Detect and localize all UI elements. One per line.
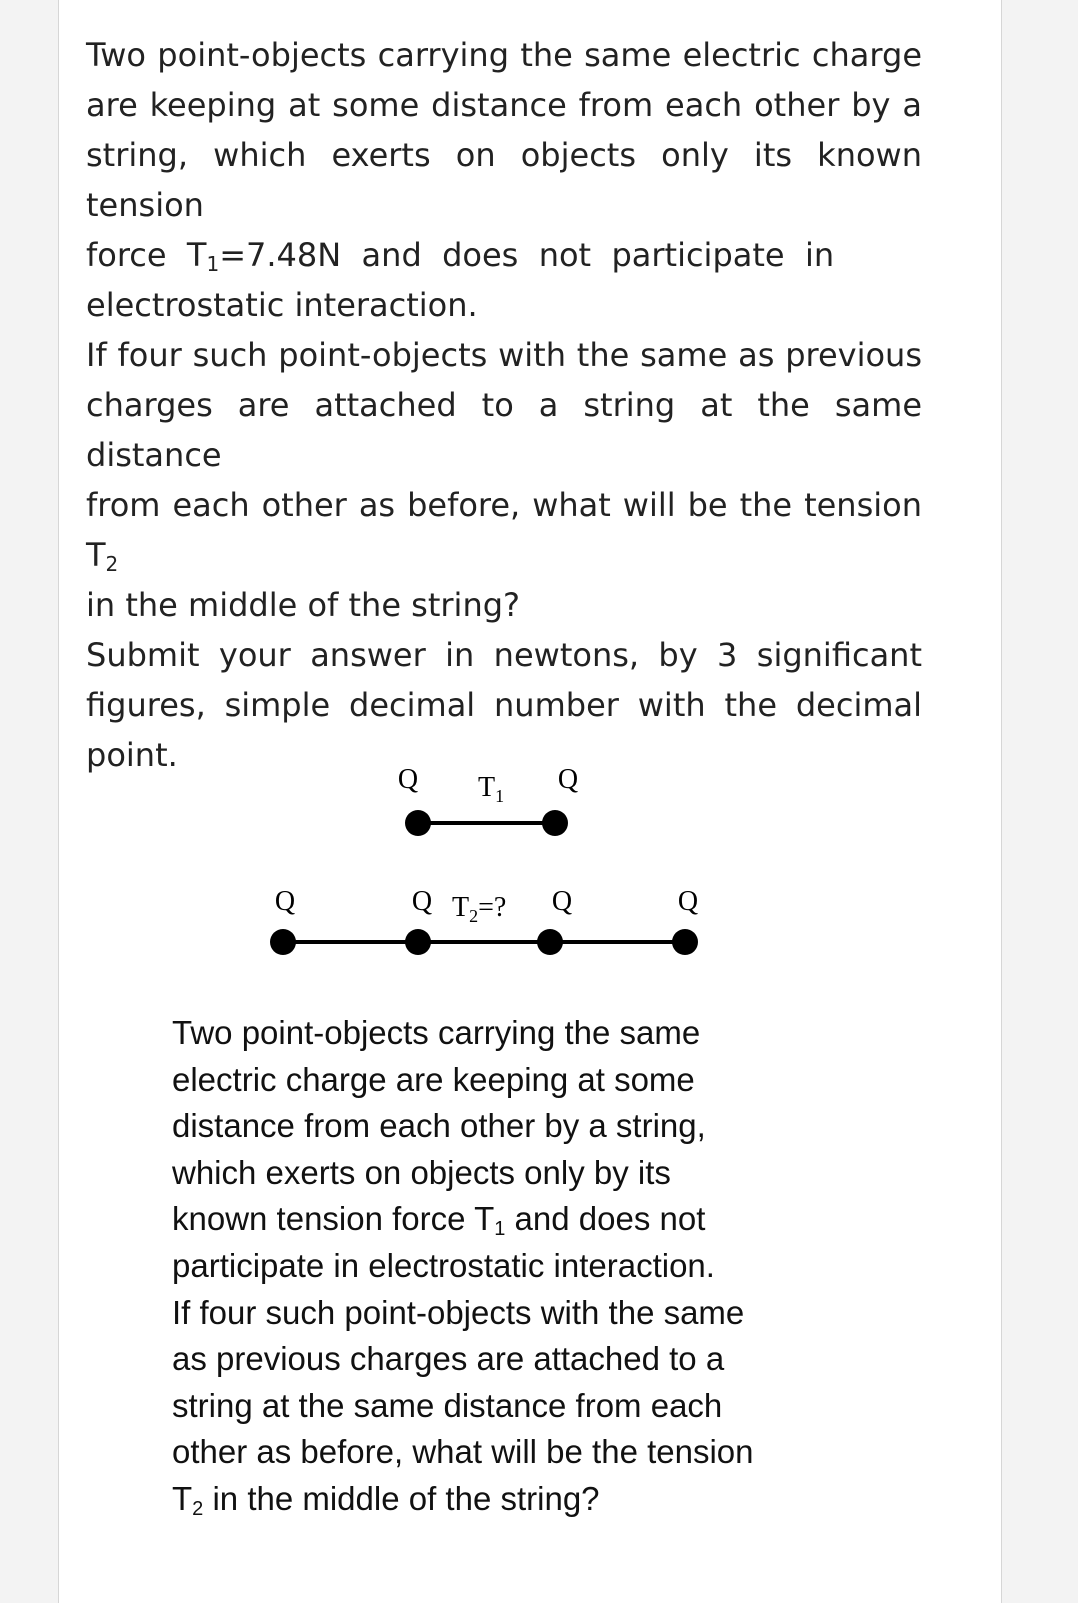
charge-label: Q [411, 886, 433, 917]
charge-label: Q [551, 886, 573, 917]
charge-dot [672, 929, 698, 955]
caption-line: as previous charges are attached to a [172, 1340, 725, 1378]
text-segment: T [172, 1479, 193, 1517]
text-line [86, 230, 922, 280]
charge-dot [537, 929, 563, 955]
t2-subscript: 2 [469, 906, 479, 926]
caption-line: which exerts on objects only by its [172, 1153, 671, 1191]
charge-label: Q [274, 886, 296, 917]
text-segment: and does not [505, 1200, 706, 1238]
text-line: figures, simple decimal number with the decimal [86, 686, 922, 724]
subscript: 1 [494, 1218, 506, 1241]
t1-letter: T [478, 772, 496, 803]
text-line: Submit your answer in newtons, by 3 significant [86, 636, 922, 674]
subscript: 2 [105, 552, 119, 576]
charge-dot [405, 929, 431, 955]
problem-paragraph-1 [86, 30, 922, 330]
caption-line: other as before, what will be the tension [172, 1433, 754, 1471]
text-line: Two point-objects carrying the same electric charge [86, 36, 922, 74]
charge-dot [405, 810, 431, 836]
diagram-caption [172, 1010, 852, 1523]
caption-line [172, 1196, 852, 1243]
subscript: 1 [206, 252, 220, 276]
subscript: 2 [192, 1497, 204, 1520]
text-line [86, 480, 922, 580]
caption-line: distance from each other by a string, [172, 1107, 706, 1145]
caption-line: Two point-objects carrying the same [172, 1014, 701, 1051]
t1-subscript: 1 [495, 786, 505, 806]
problem-paragraph-2 [86, 330, 922, 780]
text-segment: in the middle of the string? [203, 1479, 600, 1517]
charges-diagram [0, 740, 1078, 980]
text-segment: from each other as before, what will be the tension T [86, 486, 922, 574]
text-line: are keeping at some distance from each other by a [86, 86, 922, 124]
text-line: string, which exerts on objects only its known tension [86, 136, 922, 224]
caption-line: participate in electrostatic interaction. [172, 1246, 715, 1284]
text-segment: =7.48N and does not participate in [219, 236, 835, 274]
text-line: charges are attached to a string at the same distance [86, 386, 922, 474]
charge-dot [270, 929, 296, 955]
text-line: in the middle of the string? [86, 586, 521, 624]
text-line: electrostatic interaction. [86, 286, 478, 324]
t2-letter: T [452, 892, 470, 923]
text-segment: force T [86, 236, 207, 274]
charge-dot [542, 810, 568, 836]
caption-line: If four such point-objects with the same [172, 1293, 745, 1331]
charge-label: Q [557, 764, 579, 795]
text-segment: known tension force T [172, 1200, 495, 1238]
t2-suffix: =? [478, 892, 507, 923]
charge-label: Q [397, 764, 419, 795]
caption-line: electric charge are keeping at some [172, 1060, 695, 1098]
charge-label: Q [677, 886, 699, 917]
t1-label [478, 772, 504, 806]
caption-line [172, 1476, 852, 1523]
text-line: If four such point-objects with the same as previous [86, 336, 922, 374]
text-line: point. [86, 736, 178, 774]
t2-label [452, 892, 506, 926]
caption-line: string at the same distance from each [172, 1386, 723, 1424]
